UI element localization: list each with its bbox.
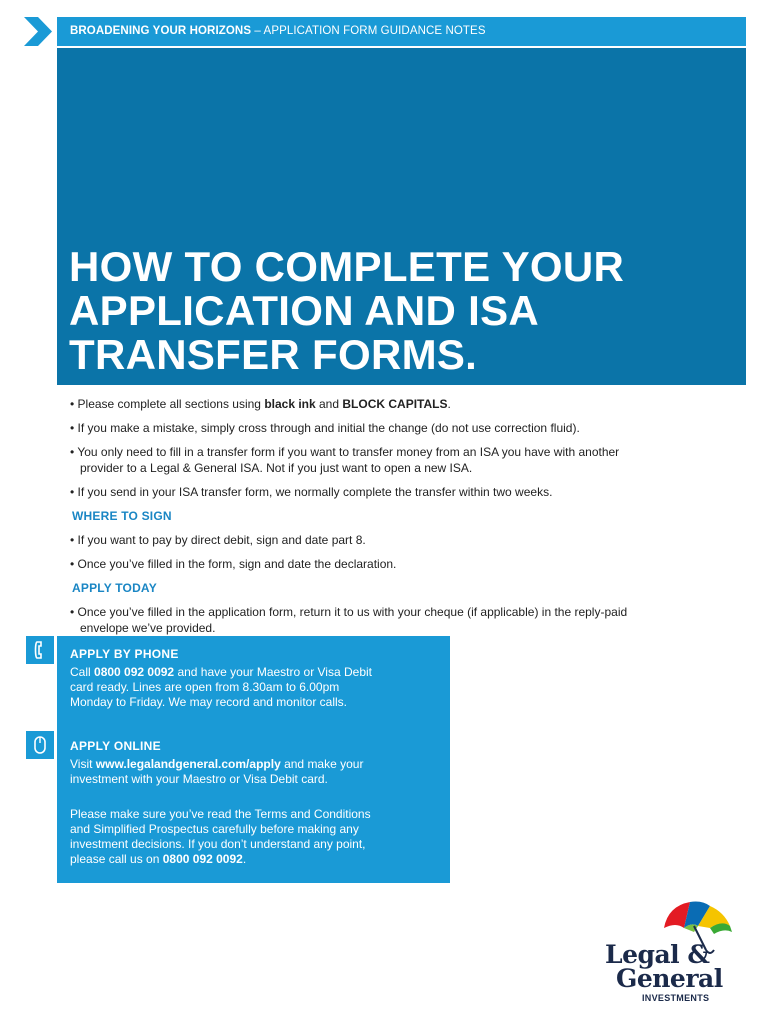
apply-online-heading: APPLY ONLINE xyxy=(70,739,161,753)
terms-phone-number[interactable]: 0800 092 0092 xyxy=(162,852,243,866)
header-separator: – xyxy=(251,25,264,37)
chevron-marker-icon xyxy=(24,17,52,46)
online-text: and make your xyxy=(280,757,364,771)
online-line-2: investment with your Maestro or Visa Debit card. xyxy=(70,772,328,786)
bullet-line: envelope we’ve provided. xyxy=(80,621,216,635)
legal-and-general-logo xyxy=(600,898,740,1008)
phone-line-2: card ready. Lines are open from 8.30am to 6.00pm xyxy=(70,680,340,694)
phone-icon xyxy=(26,636,54,664)
bullet-text: • Please complete all sections using xyxy=(70,397,265,411)
phone-line-3: Monday to Friday. We may record and monitor calls. xyxy=(70,695,347,709)
instruction-bullet: • If you make a mistake, simply cross through and initial the change (do not use correction fluid). xyxy=(70,421,580,435)
apply-url-link[interactable]: www.legalandgeneral.com/apply xyxy=(95,757,281,771)
logo-word-legal: Legal & xyxy=(605,940,710,969)
bullet-text: . xyxy=(447,397,451,411)
online-line-1 xyxy=(70,757,430,772)
mouse-icon xyxy=(26,731,54,759)
terms-line-3: investment decisions. If you don’t understand any point, xyxy=(70,837,366,851)
online-text: Visit xyxy=(70,757,96,771)
phone-text: Call xyxy=(70,665,95,679)
bullet-line: • Once you’ve filled in the application form, return it to us with your cheque (if applicable) in the reply-paid xyxy=(70,605,628,619)
series-title: BROADENING YOUR HORIZONS xyxy=(70,25,252,37)
apply-panel xyxy=(57,636,450,883)
apply-today-bullet xyxy=(70,604,710,636)
apply-online-section xyxy=(70,739,430,787)
sign-bullet: • If you want to pay by direct debit, sign and date part 8. xyxy=(70,533,366,547)
bullet-bold-text: black ink xyxy=(264,397,316,411)
apply-by-phone-section xyxy=(70,647,430,710)
bullet-line: • You only need to fill in a transfer form if you want to transfer money from an ISA you have with another xyxy=(70,445,620,459)
phone-line-1 xyxy=(70,665,430,680)
terms-note xyxy=(70,807,430,867)
instruction-bullet xyxy=(70,396,710,412)
instruction-bullet xyxy=(70,444,710,476)
phone-text: and have your Maestro or Visa Debit xyxy=(174,665,372,679)
apply-by-phone-heading: APPLY BY PHONE xyxy=(70,647,179,661)
bullet-text: and xyxy=(315,397,343,411)
sign-bullet: • Once you’ve filled in the form, sign and date the declaration. xyxy=(70,557,397,571)
terms-line-2: and Simplified Prospectus carefully before making any xyxy=(70,822,359,836)
where-to-sign-heading: WHERE TO SIGN xyxy=(72,509,172,523)
title-line-3: TRANSFER FORMS. xyxy=(69,331,478,378)
logo-tagline: INVESTMENTS xyxy=(642,993,710,1003)
logo-word-general: General xyxy=(616,964,723,993)
terms-text: . xyxy=(242,852,247,866)
header-band xyxy=(57,17,746,46)
guidance-content xyxy=(70,396,710,644)
title-line-1: HOW TO COMPLETE YOUR xyxy=(69,243,625,290)
header-subtitle: APPLICATION FORM GUIDANCE NOTES xyxy=(263,25,486,37)
apply-today-heading: APPLY TODAY xyxy=(72,581,157,595)
terms-text: please call us on xyxy=(70,852,163,866)
terms-line-4 xyxy=(70,852,430,867)
title-line-2: APPLICATION AND ISA xyxy=(69,287,540,334)
bullet-line: provider to a Legal & General ISA. Not if you just want to open a new ISA. xyxy=(80,461,473,475)
instruction-bullet: • If you send in your ISA transfer form, we normally complete the transfer within two weeks. xyxy=(70,485,553,499)
page-title xyxy=(69,245,624,377)
bullet-bold-text: BLOCK CAPITALS xyxy=(342,397,448,411)
terms-line-1: Please make sure you’ve read the Terms and Conditions xyxy=(70,807,371,821)
phone-number[interactable]: 0800 092 0092 xyxy=(94,665,175,679)
hero-banner xyxy=(57,48,746,385)
